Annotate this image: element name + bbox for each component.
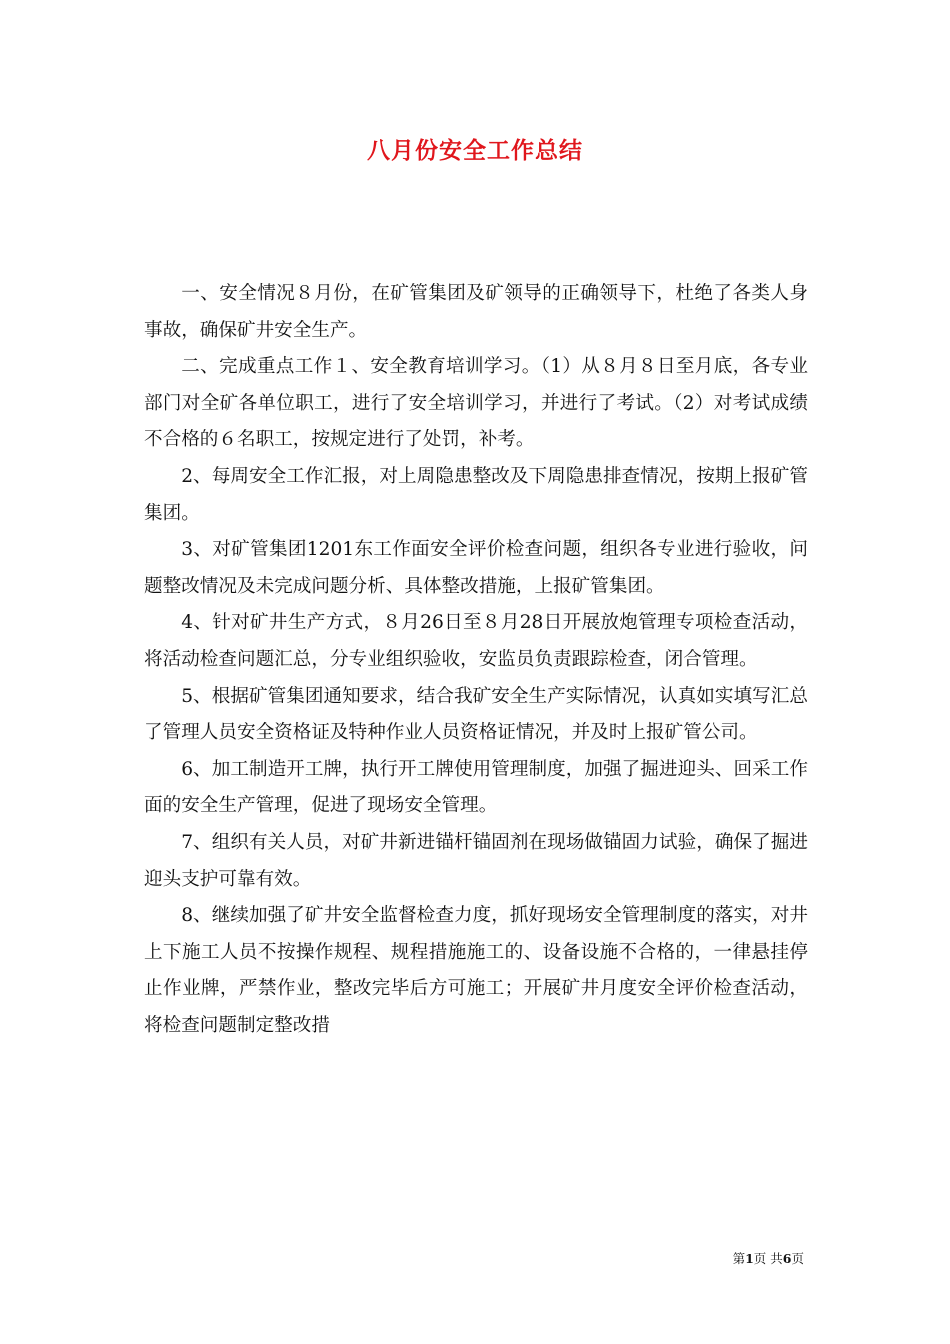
- footer-current-page: 1: [745, 1251, 754, 1266]
- paragraph-key-work-training: 二、完成重点工作１、安全教育培训学习。（1）从８月８日至月底，各专业部门对全矿各单位职工，进行了安全培训学习，并进行了考试。（2）对考试成绩不合格的６名职工，按规定进行了处罚，补考。: [144, 356, 808, 451]
- paragraph-blasting-inspection: 4、针对矿井生产方式，８月26日至８月28日开展放炮管理专项检查活动，将活动检查问题汇总，分专业组织验收，安监员负责跟踪检查，闭合管理。: [144, 612, 808, 670]
- paragraph-evaluation-issues: 3、对矿管集团1201东工作面安全评价检查问题，组织各专业进行验收，问题整改情况及未完成问题分析、具体整改措施，上报矿管集团。: [144, 539, 808, 597]
- paragraph-work-permit: 6、加工制造开工牌，执行开工牌使用管理制度，加强了掘进迎头、回采工作面的安全生产管理，促进了现场安全管理。: [144, 758, 808, 817]
- paragraph-safety-status: 一、安全情况８月份，在矿管集团及矿领导的正确领导下，杜绝了各类人身事故，确保矿井安全生产。: [144, 283, 808, 341]
- footer-middle: 页 共: [753, 1251, 783, 1266]
- footer-suffix: 页: [791, 1251, 804, 1266]
- page-footer: [733, 1249, 804, 1267]
- footer-total-pages: 6: [782, 1251, 792, 1266]
- footer-prefix: 第: [732, 1251, 746, 1266]
- paragraph-weekly-report: 2、每周安全工作汇报，对上周隐患整改及下周隐患排查情况，按期上报矿管集团。: [144, 465, 808, 524]
- paragraph-anchor-test: 7、组织有关人员，对矿井新进锚杆锚固剂在现场做锚固力试验，确保了掘进迎头支护可靠有效。: [144, 831, 808, 890]
- paragraph-certificates: 5、根据矿管集团通知要求，结合我矿安全生产实际情况，认真如实填写汇总了管理人员安全资格证及特种作业人员资格证情况，并及时上报矿管公司。: [144, 685, 808, 744]
- paragraph-supervision: 8、继续加强了矿井安全监督检查力度，抓好现场安全管理制度的落实，对井上下施工人员不按操作规程、规程措施施工的、设备设施不合格的，一律悬挂停止作业牌，严禁作业，整改完毕后方可施工；开展矿井月度安全评价检查活动，将检查问题制定整改措: [144, 905, 808, 1036]
- document-body: [144, 276, 808, 1044]
- document-title: 八月份安全工作总结: [367, 137, 583, 164]
